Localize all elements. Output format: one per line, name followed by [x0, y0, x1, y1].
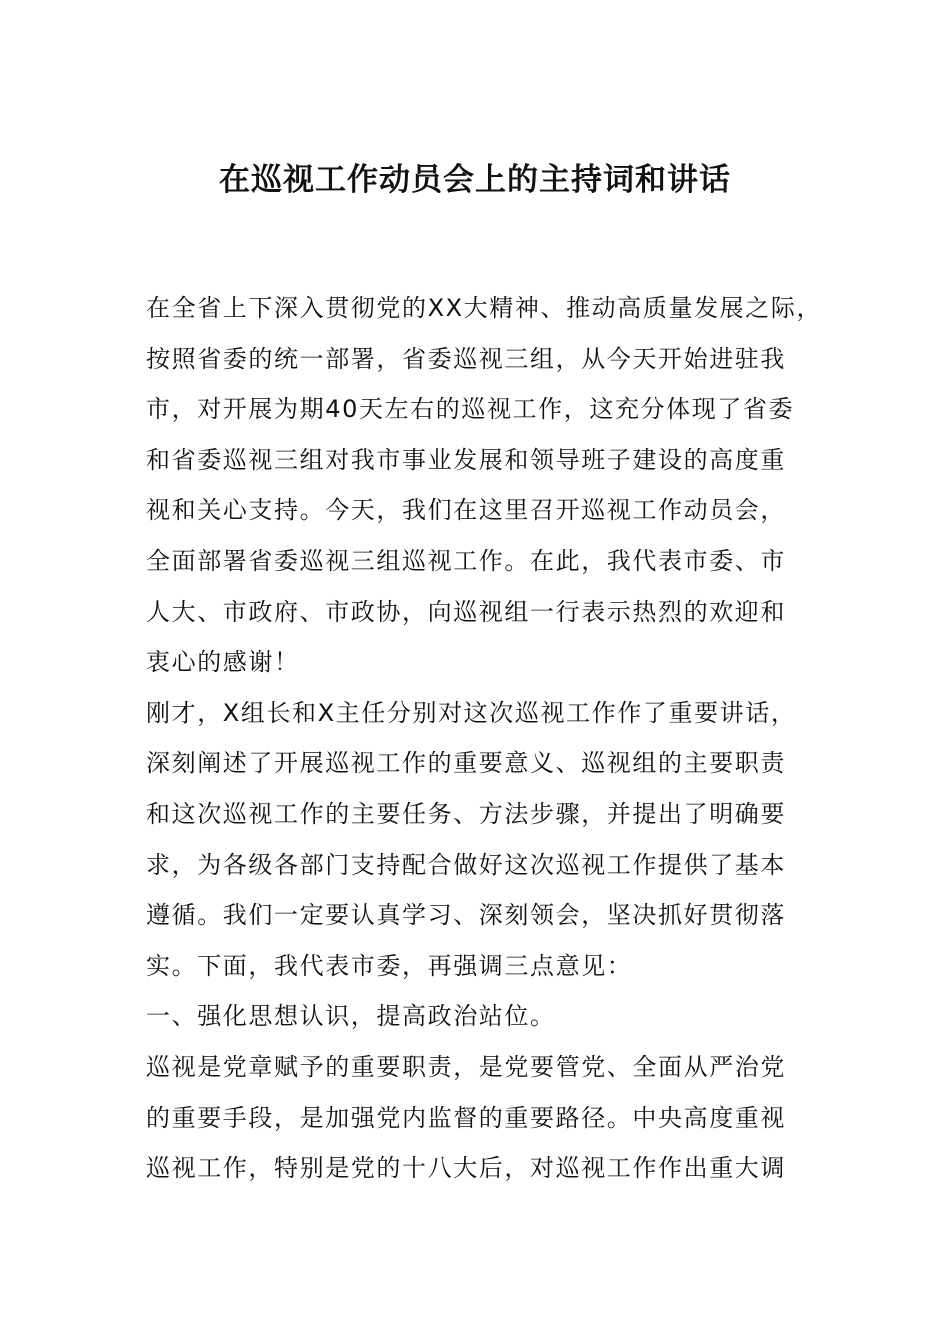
body-line: 深刻阐述了开展巡视工作的重要意义、巡视组的主要职责 — [146, 749, 786, 778]
body-line: 衷心的感谢！ — [146, 648, 300, 677]
body-line: 全面部署省委巡视三组巡视工作。在此，我代表市委、市 — [146, 546, 786, 575]
body-line: 的重要手段，是加强党内监督的重要路径。中央高度重视 — [146, 1103, 786, 1132]
body-line: 求，为各级各部门支持配合做好这次巡视工作提供了基本 — [146, 850, 786, 879]
body-line: 按照省委的统一部署，省委巡视三组，从今天开始进驻我 — [146, 344, 786, 373]
body-line: 和省委巡视三组对我市事业发展和领导班子建设的高度重 — [146, 445, 786, 474]
section-heading: 一、强化思想认识，提高政治站位。 — [146, 1002, 556, 1031]
body-line: 市，对开展为期40天左右的巡视工作，这充分体现了省委 — [146, 395, 795, 424]
body-line: 和这次巡视工作的主要任务、方法步骤，并提出了明确要 — [146, 799, 786, 828]
body-line: 遵循。我们一定要认真学习、深刻领会，坚决抓好贯彻落 — [146, 901, 786, 930]
body-line: 在全省上下深入贯彻党的XX大精神、推动高质量发展之际， — [146, 294, 823, 322]
body-line: 视和关心支持。今天，我们在这里召开巡视工作动员会， — [146, 496, 786, 525]
body-line: 实。下面，我代表市委，再强调三点意见： — [146, 951, 633, 980]
document-body — [146, 283, 823, 1194]
body-line: 人大、市政府、市政协，向巡视组一行表示热烈的欢迎和 — [146, 597, 786, 626]
body-line: 刚才，X组长和X主任分别对这次巡视工作作了重要讲话， — [146, 698, 797, 727]
body-line: 巡视工作，特别是党的十八大后，对巡视工作作出重大调 — [146, 1154, 786, 1183]
body-line: 巡视是党章赋予的重要职责，是党要管党、全面从严治党 — [146, 1052, 786, 1081]
document-title: 在巡视工作动员会上的主持词和讲话 — [219, 162, 731, 198]
